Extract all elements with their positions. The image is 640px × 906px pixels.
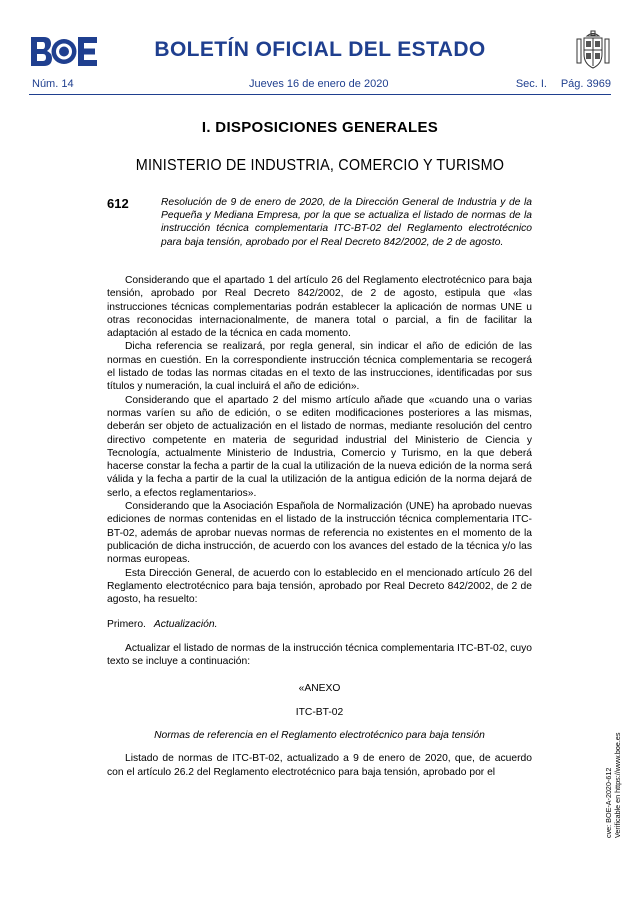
resolution-summary: Resolución de 9 de enero de 2020, de la Dirección General de Industria y de la Pequeña y Mediana Empresa, por la que se actualiza el listado de normas de la instrucción técnica complementaria ITC-BT-02 del Reglamento electrotécnico para baja tensión, aprobado por el Real Decreto 842/2002, de 2 de agosto. bbox=[161, 197, 532, 248]
issue-date: Jueves 16 de enero de 2020 bbox=[249, 78, 389, 90]
header-divider bbox=[29, 94, 611, 95]
issue-info-bar bbox=[29, 78, 611, 94]
section-heading: I. DISPOSICIONES GENERALES bbox=[201, 119, 439, 136]
gazette-title: BOLETÍN OFICIAL DEL ESTADO bbox=[154, 38, 486, 61]
paragraph: Listado de normas de ITC-BT-02, actualizado a 9 de enero de 2020, que, de acuerdo con el artículo 26.2 del Reglamento electrotécnico para baja tensión, aprobado por el bbox=[107, 753, 532, 778]
article-label: Primero. bbox=[107, 619, 146, 631]
paragraph: Considerando que el apartado 2 del mismo artículo añade que «cuando una o varias normas varíen su año de edición, o se editen modificaciones posteriores a las mismas, deberán ser objeto de actualización en el listado de normas, mediante resolución del centro directivo competente en materia de seguridad industrial del Ministerio de Ciencia y Tecnología, actualmente Ministerio de Industria, Comercio y Turismo, en la que deberá hacerse constar la fecha a partir de la cual la utilización de la nueva edición de la norma será válida y la fecha a partir de la cual la utilización de la antigua edición de la norma dejará de serlo, a efectos reglamentarios». bbox=[107, 394, 532, 499]
annex-title: Normas de referencia en el Reglamento electrotécnico para baja tensión bbox=[154, 729, 485, 741]
verification-link[interactable]: Verificable en https://www.boe.es bbox=[613, 732, 622, 838]
section-label: Sec. I. bbox=[515, 78, 547, 90]
paragraph: Dicha referencia se realizará, por regla general, sin indicar el año de edición de las normas en cuestión. En la correspondiente instrucción técnica complementaria se recogerá el listado de todas las normas citadas en el texto de las instrucciones, identificadas por sus títulos y numeración, la cual incluirá el año de edición». bbox=[107, 341, 532, 393]
boe-logo bbox=[31, 37, 97, 66]
cve-code: cve: BOE-A-2020-612 bbox=[604, 767, 613, 838]
document-body bbox=[107, 274, 532, 779]
article-title: Actualización. bbox=[153, 619, 218, 631]
paragraph: Considerando que el apartado 1 del artículo 26 del Reglamento electrotécnico para baja tensión, aprobado por Real Decreto 842/2002, de 2 de agosto, estipula que «las instrucciones técnicas complementarias podrán establecer la aplicación de normas UNE u otras reconocidas internacionalmente, de manera total o parcial, a fin de facilitar la adaptación al estado de la técnica en cada momento. bbox=[107, 275, 532, 340]
document-number: 612 bbox=[107, 196, 129, 211]
ministry-heading: MINISTERIO DE INDUSTRIA, COMERCIO Y TURISMO bbox=[135, 157, 505, 174]
article-heading bbox=[107, 618, 532, 631]
annex-code: ITC-BT-02 bbox=[295, 706, 344, 718]
paragraph: Considerando que la Asociación Española de Normalización (UNE) ha aprobado nuevas ediciones de normas contenidas en el listado de la instrucción técnica complementaria ITC-BT-02, además de aprobar nuevas normas de referencia no existentes en el momento de la publicación de dicha instrucción, de acuerdo con los avances del estado de la técnica y/o las normas europeas. bbox=[107, 501, 532, 566]
page-number: Pág. 3969 bbox=[560, 78, 611, 90]
verification-note bbox=[604, 732, 622, 850]
coat-of-arms-icon bbox=[575, 30, 611, 70]
annex-heading: «ANEXO bbox=[298, 683, 341, 695]
paragraph: Esta Dirección General, de acuerdo con lo establecido en el mencionado artículo 26 del Reglamento electrotécnico para baja tensión, aprobado por Real Decreto 842/2002, de 2 de agosto, ha resuelto: bbox=[107, 567, 532, 606]
paragraph: Actualizar el listado de normas de la instrucción técnica complementaria ITC-BT-02, cuyo texto se incluye a continuación: bbox=[107, 642, 532, 668]
issue-number: Núm. 14 bbox=[32, 78, 74, 90]
